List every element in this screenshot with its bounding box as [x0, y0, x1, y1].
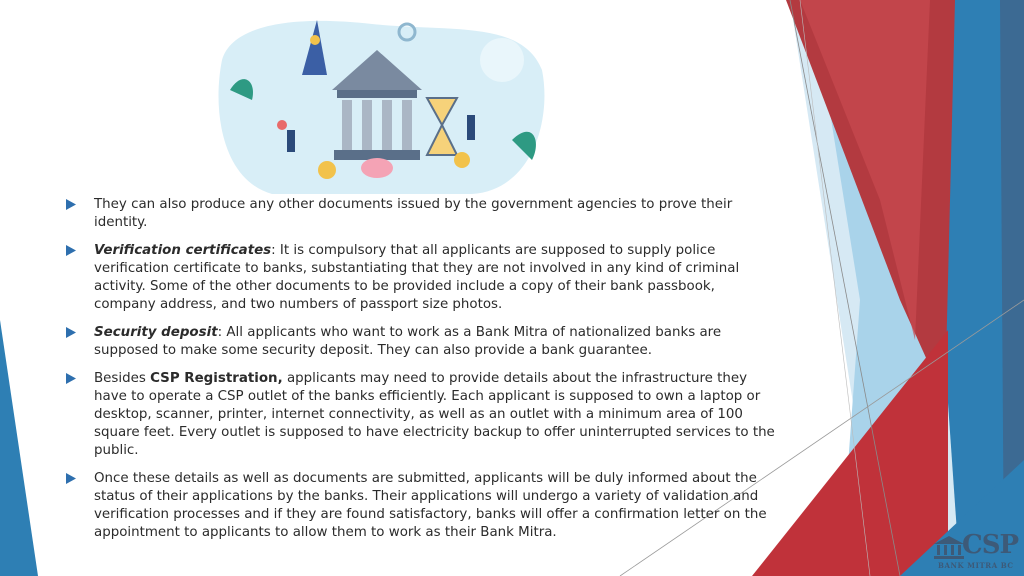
bullet-text	[94, 324, 778, 360]
bullet-arrow-icon	[66, 242, 94, 260]
bullet-text	[94, 242, 778, 314]
csp-logo	[932, 530, 1020, 570]
bullet-body: applicants may need to provide details about the infrastructure they have to operate a CSP outlet of the banks efficiently. Each applicant is supposed to own a laptop or desktop, scanner, printer, internet connectivity, as well as an outlet with a minimum area of 100 square feet. Every outlet is supposed to have electricity backup to offer uninterrupted services to the public.	[94, 371, 775, 458]
bullet-lead: Security deposit	[94, 325, 218, 340]
bullet-item	[66, 196, 778, 232]
bullet-lead: CSP Registration,	[150, 371, 283, 386]
bullet-list	[66, 196, 778, 552]
bullet-body: They can also produce any other documents issued by the government agencies to prove their identity.	[94, 197, 733, 230]
bullet-text	[94, 370, 778, 460]
logo-subtext: BANK MITRA BC	[938, 561, 1014, 570]
logo-text: CSP	[962, 530, 1019, 560]
bank-illustration	[212, 20, 550, 194]
bullet-arrow-icon	[66, 370, 94, 388]
bullet-lead: Verification certificates	[94, 243, 272, 258]
bullet-arrow-icon	[66, 196, 94, 214]
bank-logo-icon	[932, 534, 966, 560]
bullet-body: Once these details as well as documents are submitted, applicants will be duly informed about the status of their applications by the banks. Their applications will undergo a variety of validation and verification processes and if they are found satisfactory, banks will offer a confirmation letter on the appointment to applicants to allow them to work as their Bank Mitra.	[94, 471, 767, 540]
bullet-item	[66, 370, 778, 460]
bullet-prefix: Besides	[94, 371, 151, 386]
bullet-text	[94, 470, 778, 542]
bullet-arrow-icon	[66, 470, 94, 488]
bullet-item	[66, 470, 778, 542]
bullet-body: : All applicants who want to work as a Bank Mitra of nationalized banks are supposed to make some security deposit. They can also provide a bank guarantee.	[94, 325, 722, 358]
bullet-arrow-icon	[66, 324, 94, 342]
bullet-text	[94, 196, 778, 232]
bullet-item	[66, 242, 778, 314]
bullet-body: : It is compulsory that all applicants are supposed to supply police verification certificate to banks, substantiating that they are not involved in any kind of criminal activity. Some of the other documents to be provided include a copy of their bank passbook, company address, and two numbers of passport size photos.	[94, 243, 740, 312]
bullet-item	[66, 324, 778, 360]
